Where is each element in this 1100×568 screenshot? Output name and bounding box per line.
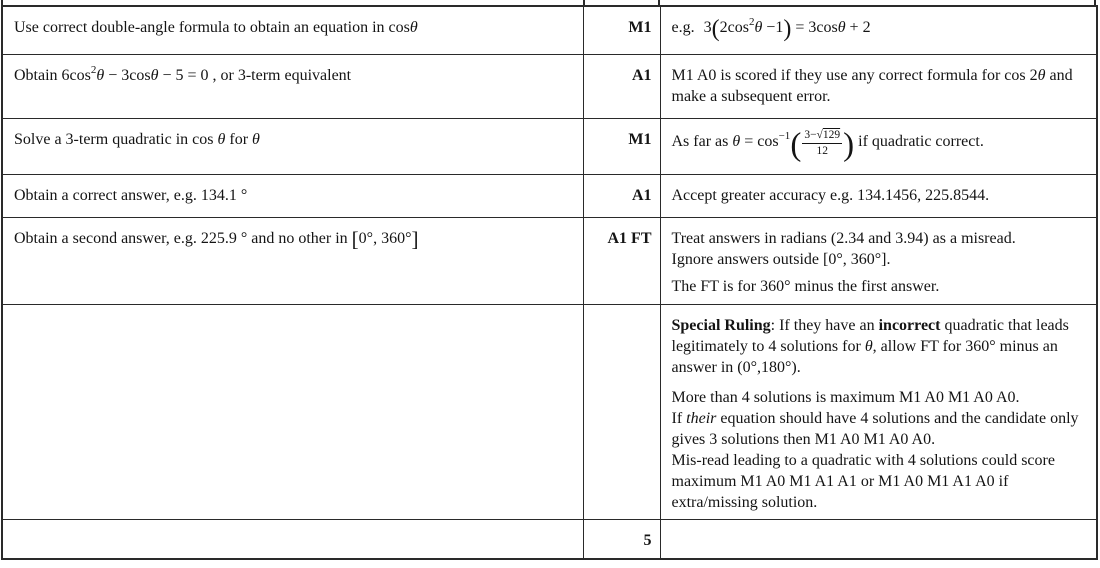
cell-total-right-empty [660,520,1097,559]
total-marks-value: 5 [643,532,652,550]
desc-text: , or 3-term equivalent [208,66,352,84]
table-row [2,6,1097,54]
incorrect-emphasis: incorrect [878,316,941,334]
right-paren: ) [843,126,855,163]
table-row [2,54,1097,118]
comment-line: Treat answers in radians (2.34 and 3.94) as a misread. [671,229,1016,247]
left-paren: ( [711,16,720,42]
math-term: 0°, 360° [358,229,412,247]
mark-scheme-table [1,5,1098,560]
desc-text: Obtain a correct answer, e.g. 134.1 ° [14,186,248,204]
math-term: 6cos [61,66,91,84]
comment-line: Ignore answers outside [0°, 360°]. [671,250,891,268]
mark-label: M1 [628,19,652,36]
math-theta: θ [754,19,763,36]
math-fraction [802,129,842,158]
math-cos: cos [388,19,410,36]
math-theta: θ [837,19,846,36]
eg-label: e.g. [671,19,695,36]
math-superscript: 2 [748,16,755,28]
special-ruling-label: Special Ruling [671,316,771,334]
right-paren: ) [783,16,792,42]
math-term: 3 [703,19,712,36]
desc-text: for [225,130,253,148]
cell-comment-r4 [660,174,1097,217]
cell-mark-r3 [583,118,660,174]
cell-total-marks [583,520,660,559]
comment-text: M1 A0 is scored if they use any correct formula for [671,66,1005,84]
cell-description-r1 [2,6,583,54]
table-row [2,118,1097,174]
math-superscript: 2 [90,63,97,76]
table-row [2,304,1097,520]
math-term: − 5 = 0 [158,66,209,84]
mark-label: M1 [628,130,652,148]
comment-line: The FT is for 360° minus the first answer. [671,277,940,295]
cell-description-r2 [2,54,583,118]
math-term: cos 2 [1004,66,1038,84]
cell-description-r4 [2,174,583,217]
cell-total-left-empty [2,520,583,559]
math-cos: cos [192,130,218,148]
math-theta: θ [864,337,873,355]
cell-comment-r6 [660,304,1097,520]
cell-mark-r5 [583,217,660,304]
math-superscript: −1 [778,129,791,142]
math-theta: θ [1037,66,1046,84]
comment-text: and make a subsequent error. [671,66,1073,105]
math-theta: θ [96,66,105,84]
cell-mark-r2 [583,54,660,118]
radicand: 129 [822,128,841,141]
math-term: −1 [762,19,784,36]
desc-text: Use correct double-angle formula to obtain an equation in [14,19,389,36]
math-theta: θ [150,66,159,84]
cell-comment-r2 [660,54,1097,118]
desc-text: Obtain [14,66,62,84]
cell-mark-r1 [583,6,660,54]
table-row [2,174,1097,217]
cell-mark-r6-empty [583,304,660,520]
cell-description-r6-empty [2,304,583,520]
fraction-denominator: 12 [816,144,828,157]
ruling-line: More than 4 solutions is maximum M1 A0 M1 A0 A0. [671,388,1020,406]
mark-label: A1 FT [607,229,652,247]
math-theta: θ [252,130,260,148]
math-term: 2cos [719,19,749,36]
cell-comment-r3 [660,118,1097,174]
cell-mark-r4 [583,174,660,217]
mark-label: A1 [631,186,652,204]
their-emphasis: their [686,409,717,427]
cell-description-r3 [2,118,583,174]
math-term: = cos [740,132,779,150]
comment-text: if quadratic correct. [854,132,984,150]
table-row [2,520,1097,559]
desc-text: Solve a 3-term quadratic in [14,130,193,148]
cell-comment-r5 [660,217,1097,304]
fraction-numerator: 3−√129 [802,129,842,144]
ruling-line: Mis-read leading to a quadratic with 4 solutions could score maximum M1 A0 M1 A1 A1 or M1 A0 M1 A1 A0 if extra/missing solution. [671,452,1055,512]
special-ruling-paragraph: Special Ruling: If they have an incorrect quadratic that leads legitimately to 4 solutions for θ, allow FT for 360° minus an answer in (0°,180°). [671,316,1069,376]
math-theta: θ [217,130,226,148]
math-theta: θ [732,132,741,150]
left-bracket: [ [351,226,359,251]
cell-description-r5 [2,217,583,304]
comment-text: Accept greater accuracy e.g. 134.1456, 225.8544. [671,186,990,204]
comment-text: As far as [671,132,733,150]
math-term: − 3cos [104,66,151,84]
math-theta: θ [409,19,418,36]
table-row [2,217,1097,304]
math-term: = 3cos [791,19,838,36]
cell-comment-r1 [660,6,1097,54]
math-term: + 2 [845,19,871,36]
right-bracket: ] [411,226,419,251]
mark-label: A1 [631,66,652,84]
left-paren: ( [790,126,802,163]
desc-text: Obtain a second answer, e.g. 225.9 ° and no other in [14,229,352,247]
ruling-line: If their equation should have 4 solutions and the candidate only gives 3 solutions then M1 A0 M1 A0 A0. [671,409,1079,449]
